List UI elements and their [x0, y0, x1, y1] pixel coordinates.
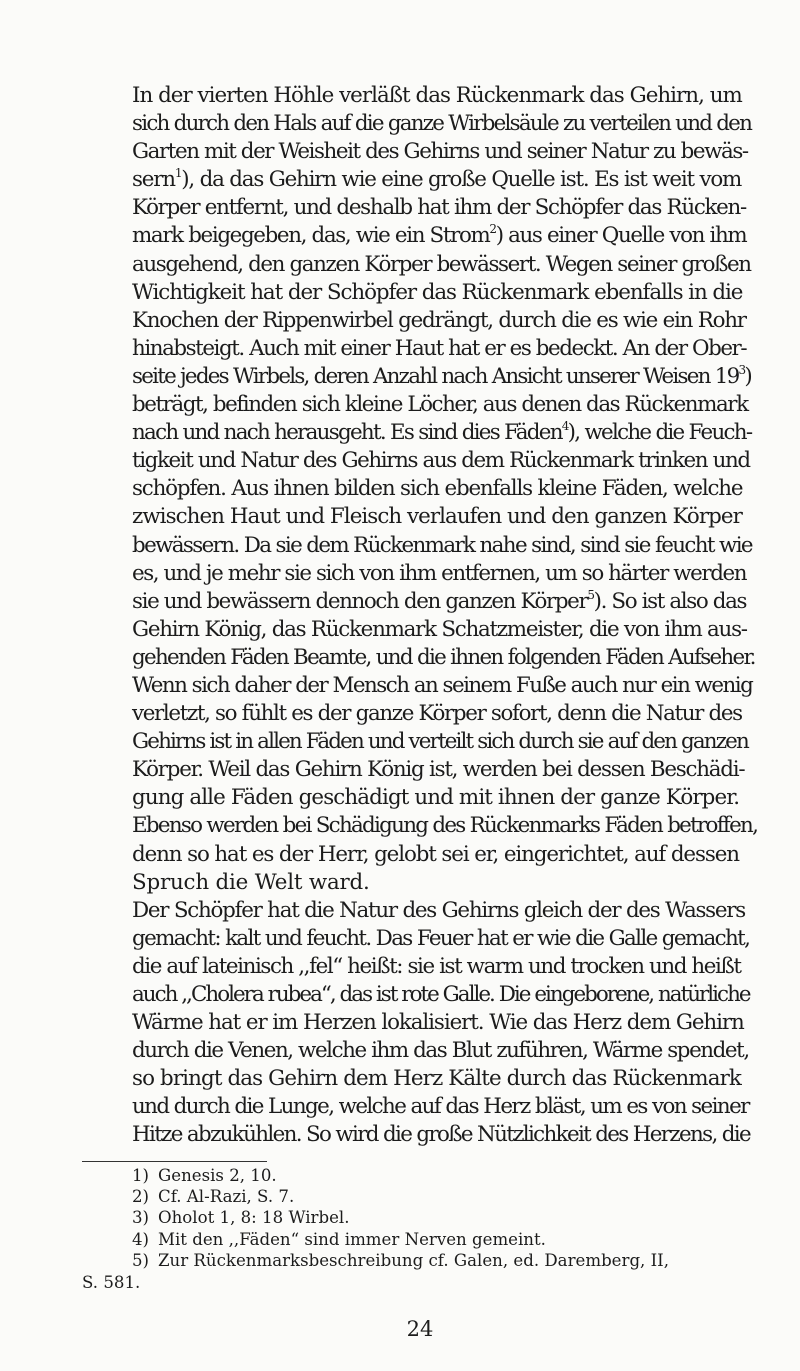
text-line: sie und bewässern dennoch den ganzen Körper$^5$). So ist also das	[132, 587, 747, 614]
footnote-text: Cf. Al-Razi, S. 7.	[158, 1186, 295, 1206]
text-line: zwischen Haut und Fleisch verlaufen und den ganzen Körper	[132, 504, 742, 530]
text-line: gung alle Fäden geschädigt und mit ihnen der ganze Körper.	[132, 785, 740, 811]
text-line: so bringt das Gehirn dem Herz Kälte durch das Rückenmark	[132, 1066, 742, 1092]
footnote	[82, 1186, 718, 1207]
text-line: auch ,,Cholera rubea“, das ist rote Galle. Die eingeborene, natürliche	[132, 982, 750, 1007]
text-line: sern$^1$), da das Gehirn wie eine große Quelle ist. Es ist weit vom	[132, 166, 742, 193]
page-number: 24	[406, 1317, 434, 1341]
text-line: verletzt, so fühlt es der ganze Körper sofort, denn die Natur des	[132, 701, 742, 727]
footnote-marker: 1)	[132, 1165, 150, 1185]
paragraph	[82, 82, 758, 897]
footnote-text: Mit den ,,Fäden“ sind immer Nerven gemeint.	[158, 1229, 546, 1249]
text-line: In der vierten Höhle verläßt das Rückenmark das Gehirn, um	[132, 83, 742, 108]
footnote-marker: 5)	[132, 1251, 150, 1271]
footnote-text: Oholot 1, 8: 18 Wirbel.	[158, 1208, 350, 1228]
text-line: nach und nach herausgeht. Es sind dies Fäden$^4$), welche die Feuch-	[132, 419, 752, 446]
footnote-separator	[82, 1161, 267, 1162]
text-line: Gehirn König, das Rückenmark Schatzmeister, die von ihm aus-	[132, 616, 747, 642]
text-line: sich durch den Hals auf die ganze Wirbelsäule zu verteilen und den	[132, 111, 752, 137]
footnote-marker: 2)	[132, 1186, 150, 1206]
footnote-reference[interactable]: 5	[587, 587, 594, 602]
footnote-reference[interactable]: 2	[489, 222, 496, 237]
body-text	[82, 82, 758, 1150]
text-line: schöpfen. Aus ihnen bilden sich ebenfalls kleine Fäden, welche	[132, 476, 743, 502]
footnote-marker: 4)	[132, 1229, 150, 1249]
text-line: gemacht: kalt und feucht. Das Feuer hat er wie die Galle gemacht,	[132, 925, 750, 951]
text-line: seite jedes Wirbels, deren Anzahl nach Ansicht unserer Weisen $19^3$)	[132, 362, 751, 389]
paragraph	[82, 897, 750, 1150]
text-line: tigkeit und Natur des Gehirns aus dem Rückenmark trinken und	[132, 448, 750, 474]
text-line: Wichtigkeit hat der Schöpfer das Rückenmark ebenfalls in die	[132, 279, 743, 305]
text-line: mark beigegeben, das, wie ein Strom$^2$) aus einer Quelle von ihm	[132, 222, 747, 249]
text-line: denn so hat es der Herr, gelobt sei er, eingerichtet, auf dessen	[132, 841, 739, 867]
text-line: Gehirns ist in allen Fäden und verteilt sich durch sie auf den ganzen	[132, 729, 748, 755]
text-line: Körper. Weil das Gehirn König ist, werden bei dessen Beschädi-	[132, 757, 745, 783]
text-line: Hitze abzukühlen. So wird die große Nützlichkeit des Herzens, die	[132, 1122, 750, 1148]
footnotes	[82, 1165, 718, 1293]
footnote-reference[interactable]: 3	[738, 362, 745, 377]
footnote-text: Genesis 2, 10.	[158, 1165, 277, 1185]
text-line: und durch die Lunge, welche auf das Herz bläst, um es von seiner	[132, 1094, 749, 1120]
text-line: beträgt, befinden sich kleine Löcher, aus denen das Rückenmark	[132, 392, 748, 418]
text-line: Spruch die Welt ward.	[132, 869, 370, 895]
text-line: ausgehend, den ganzen Körper bewässert. Wegen seiner großen	[132, 251, 751, 277]
footnote-text: Zur Rückenmarksbeschreibung cf. Galen, ed. Daremberg, II,	[158, 1251, 669, 1271]
footnote-reference[interactable]: 1	[174, 166, 182, 181]
text-line: Körper entfernt, und deshalb hat ihm der Schöpfer das Rücken-	[132, 195, 746, 221]
text-line: Ebenso werden bei Schädigung des Rückenmarks Fäden betroffen,	[132, 813, 758, 839]
footnote	[82, 1229, 718, 1250]
footnote	[82, 1207, 718, 1228]
footnote	[82, 1250, 718, 1271]
text-line: gehenden Fäden Beamte, und die ihnen folgenden Fäden Aufseher.	[132, 644, 755, 670]
text-line: Wenn sich daher der Mensch an seinem Fuße auch nur ein wenig	[132, 672, 753, 698]
text-line: Wärme hat er im Herzen lokalisiert. Wie das Herz dem Gehirn	[132, 1010, 744, 1036]
text-line: Garten mit der Weisheit des Gehirns und seiner Natur zu bewäs-	[132, 139, 748, 165]
text-line: durch die Venen, welche ihm das Blut zuführen, Wärme spendet,	[132, 1038, 749, 1064]
footnote-reference[interactable]: 4	[561, 419, 568, 434]
footnote-marker: 3)	[132, 1208, 150, 1228]
book-page	[82, 82, 758, 1341]
text-line: bewässern. Da sie dem Rückenmark nahe sind, sind sie feucht wie	[132, 532, 752, 558]
text-line: die auf lateinisch ,,fel“ heißt: sie ist warm und trocken und heißt	[132, 953, 741, 979]
text-line: hinabsteigt. Auch mit einer Haut hat er es bedeckt. An der Ober-	[132, 335, 747, 361]
text-line: es, und je mehr sie sich von ihm entfernen, um so härter werden	[132, 560, 747, 586]
text-line: Knochen der Rippenwirbel gedrängt, durch die es wie ein Rohr	[132, 307, 746, 333]
footnote-continuation: S. 581.	[82, 1272, 141, 1292]
text-line: Der Schöpfer hat die Natur des Gehirns gleich der des Wassers	[132, 897, 746, 923]
footnote	[82, 1165, 718, 1186]
